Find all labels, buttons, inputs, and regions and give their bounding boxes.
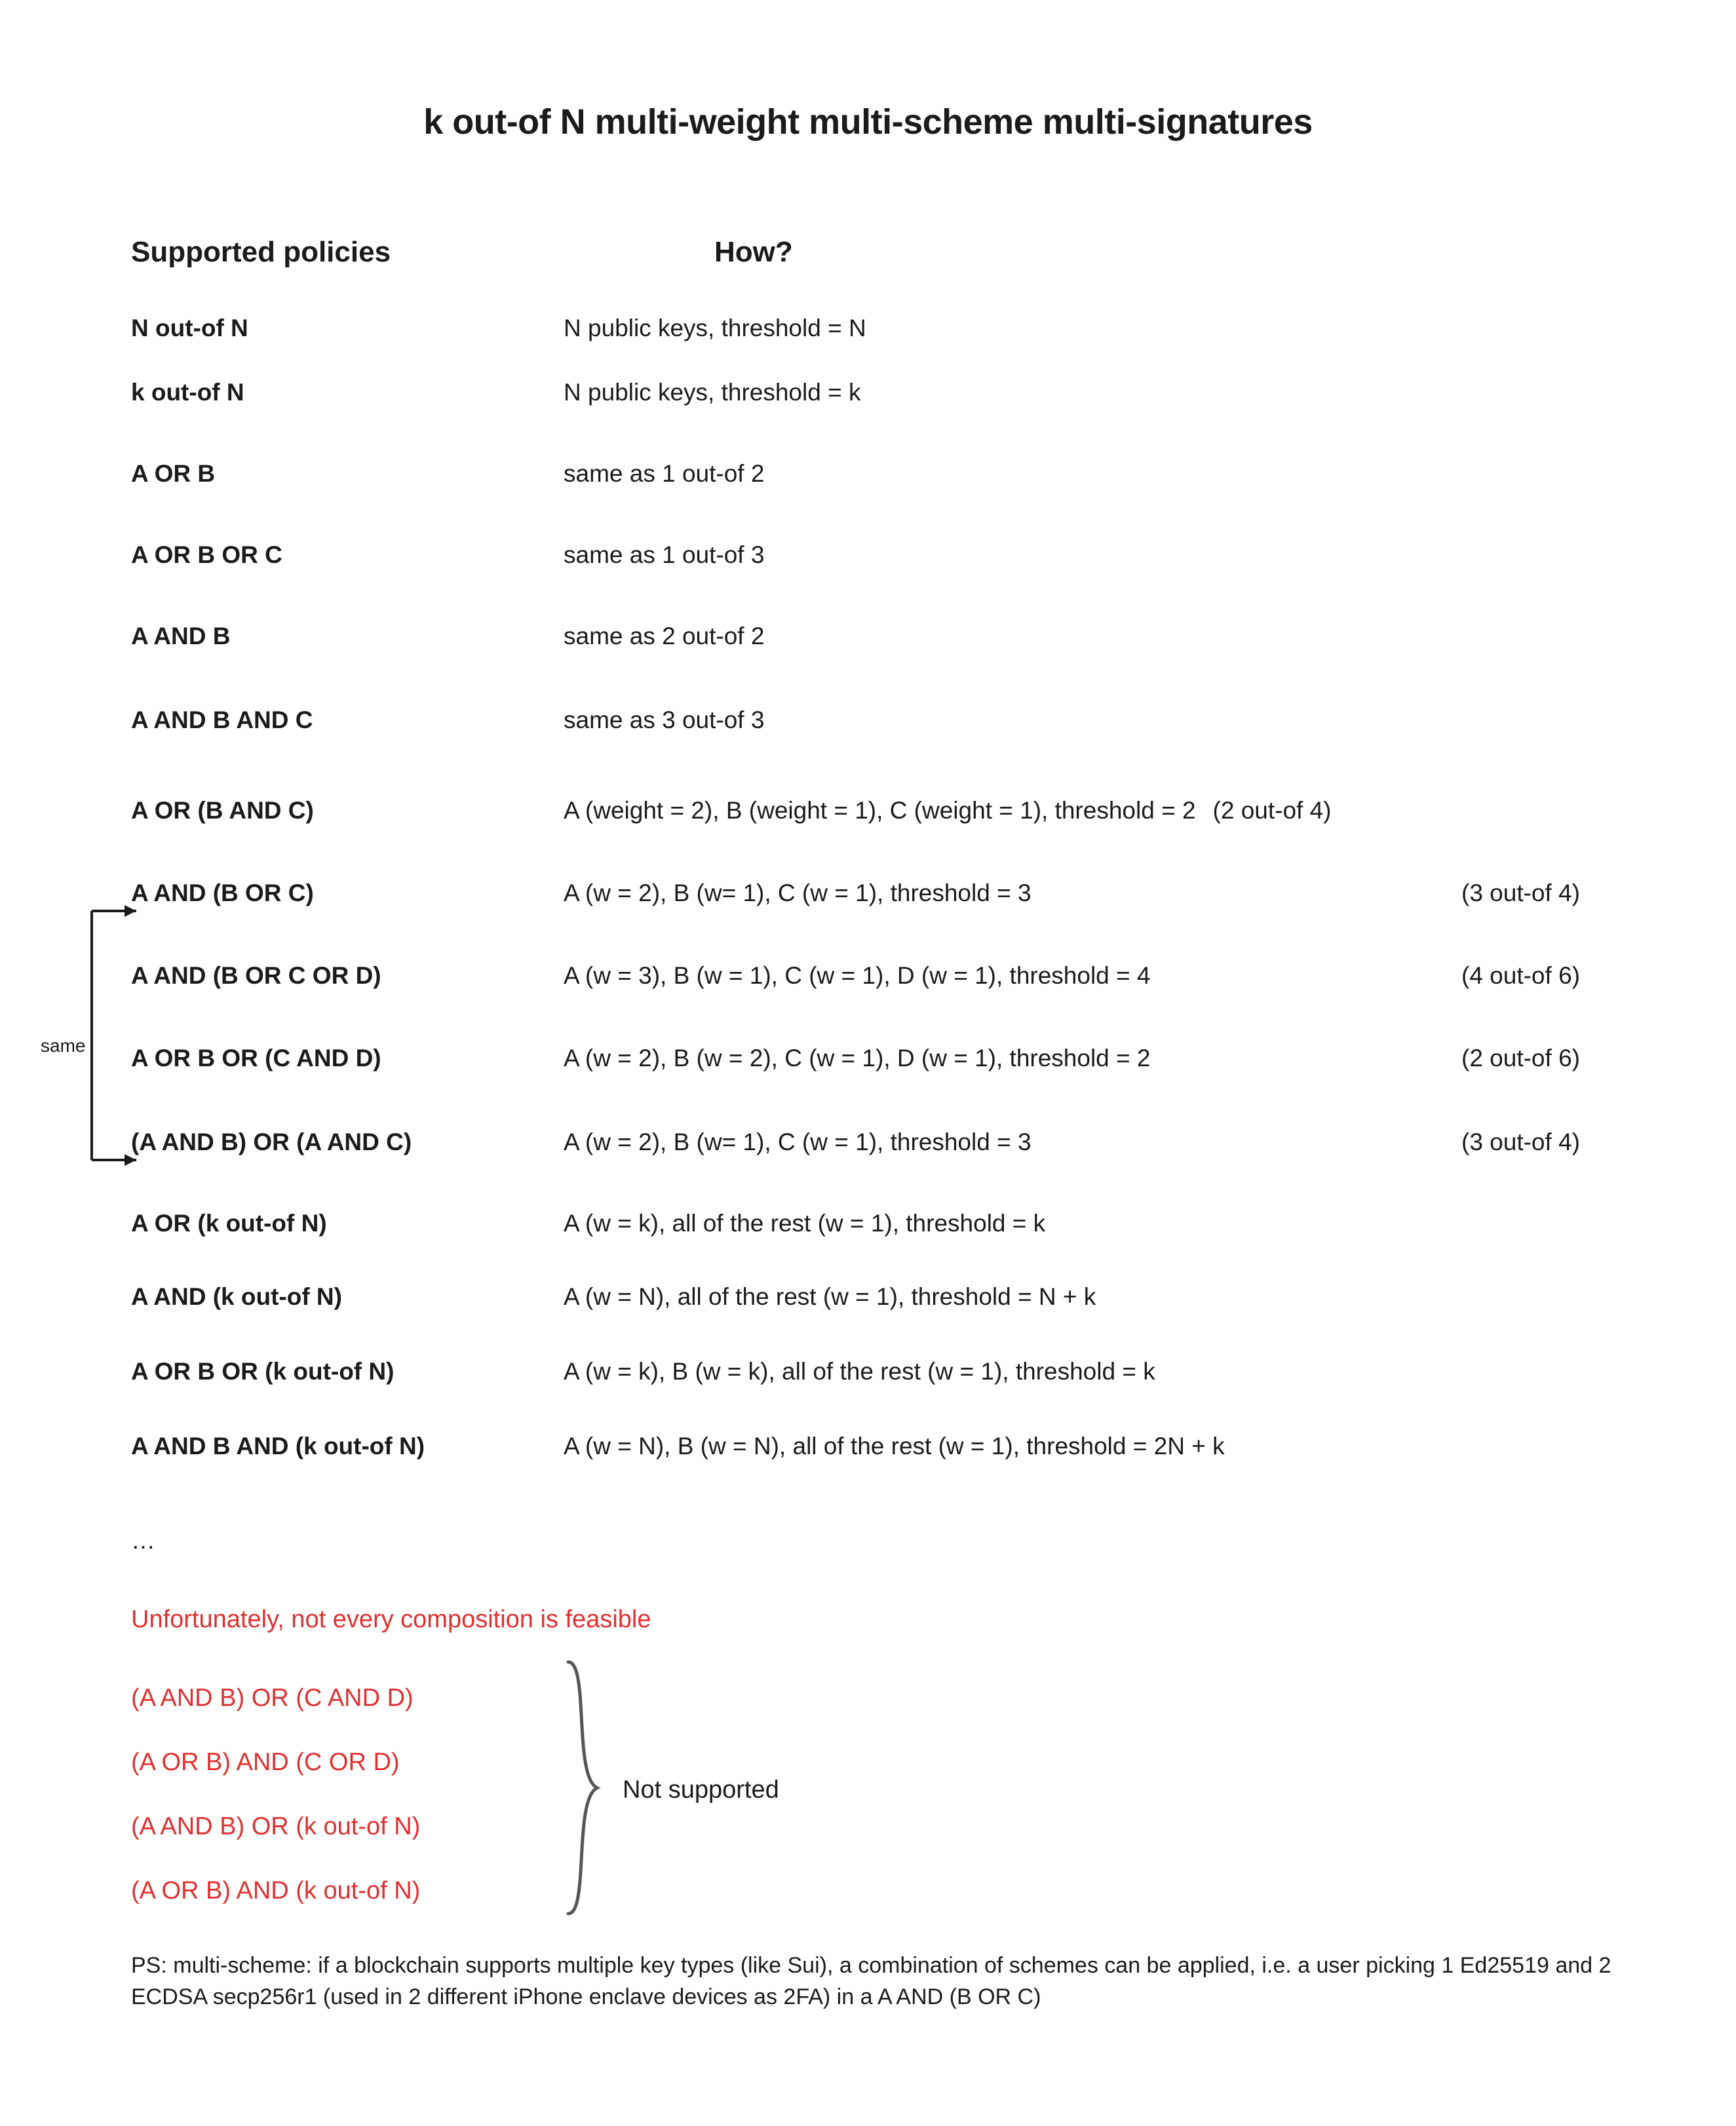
infeasible-item: (A OR B) AND (C OR D)	[131, 1749, 400, 1776]
how-cell: A (w = k), all of the rest (w = 1), threshold = k	[564, 1210, 1046, 1237]
how-text: A (weight = 2), B (weight = 1), C (weight = 1), threshold = 2	[564, 797, 1196, 824]
policy-cell: A OR (B AND C)	[131, 797, 314, 824]
how-cell: A (w = N), all of the rest (w = 1), threshold = N + k	[564, 1283, 1096, 1310]
policy-cell: k out-of N	[131, 379, 244, 406]
policy-cell: A AND B	[131, 623, 231, 649]
count-note: (3 out-of 4)	[1461, 1129, 1580, 1155]
policy-cell: A AND B AND (k out-of N)	[131, 1433, 425, 1459]
policy-cell: A OR B	[131, 460, 216, 487]
policy-cell: A OR (k out-of N)	[131, 1210, 327, 1237]
policy-cell: A AND B AND C	[131, 706, 313, 733]
policy-cell: A OR B OR (k out-of N)	[131, 1358, 395, 1385]
policy-cell: A AND (B OR C OR D)	[131, 962, 381, 989]
same-annotation-label: same	[41, 1035, 86, 1056]
how-cell: A (w = 2), B (w = 2), C (w = 1), D (w = 1), threshold = 2	[564, 1045, 1151, 1072]
same-bracket-arrows-icon	[85, 891, 164, 1180]
postscript-note: PS: multi-scheme: if a blockchain supports multiple key types (like Sui), a combination of schemes can be applied, i.e. a user picking 1 Ed25519 and 2 ECDSA secp256r1 (used in 2 different iPhone enclave devices as 2FA) in a A AND (B OR C)	[131, 1953, 1611, 2010]
policy-cell: A AND (B OR C)	[131, 879, 314, 906]
page-title: k out-of N multi-weight multi-scheme multi-signatures	[423, 102, 1313, 142]
how-cell: A (w = k), B (w = k), all of the rest (w = 1), threshold = k	[564, 1358, 1155, 1385]
how-cell: A (w = 2), B (w= 1), C (w = 1), threshold = 3	[564, 879, 1032, 906]
infeasible-item: (A AND B) OR (C AND D)	[131, 1684, 414, 1712]
how-cell: A (w = N), B (w = N), all of the rest (w = 1), threshold = 2N + k	[564, 1433, 1225, 1459]
how-cell	[564, 797, 1332, 824]
not-supported-label: Not supported	[623, 1776, 779, 1804]
policy-cell: A OR B OR C	[131, 541, 282, 568]
column-header-policies: Supported policies	[131, 236, 391, 268]
policy-cell: N out-of N	[131, 315, 248, 341]
count-note: (3 out-of 4)	[1461, 879, 1580, 906]
how-cell: A (w = 3), B (w = 1), C (w = 1), D (w = 1), threshold = 4	[564, 962, 1151, 989]
curly-brace-icon	[560, 1658, 619, 1920]
count-note: (4 out-of 6)	[1461, 962, 1580, 989]
policy-cell: (A AND B) OR (A AND C)	[131, 1129, 412, 1155]
policy-cell: A AND (k out-of N)	[131, 1283, 342, 1310]
infeasible-item: (A OR B) AND (k out-of N)	[131, 1877, 421, 1904]
infeasible-heading: Unfortunately, not every composition is feasible	[131, 1606, 651, 1633]
how-cell: N public keys, threshold = N	[564, 315, 866, 341]
how-cell: same as 1 out-of 3	[564, 541, 765, 568]
how-cell: N public keys, threshold = k	[564, 379, 861, 406]
policy-cell: A OR B OR (C AND D)	[131, 1045, 381, 1072]
how-cell: same as 1 out-of 2	[564, 460, 765, 487]
ellipsis-text: …	[131, 1527, 157, 1554]
column-header-how: How?	[714, 236, 793, 268]
how-cell: A (w = 2), B (w= 1), C (w = 1), threshold = 3	[564, 1129, 1032, 1155]
count-note: (2 out-of 6)	[1461, 1045, 1580, 1072]
how-cell: same as 2 out-of 2	[564, 623, 765, 649]
infeasible-item: (A AND B) OR (k out-of N)	[131, 1813, 421, 1840]
count-note: (2 out-of 4)	[1212, 797, 1332, 824]
how-cell: same as 3 out-of 3	[564, 706, 765, 733]
